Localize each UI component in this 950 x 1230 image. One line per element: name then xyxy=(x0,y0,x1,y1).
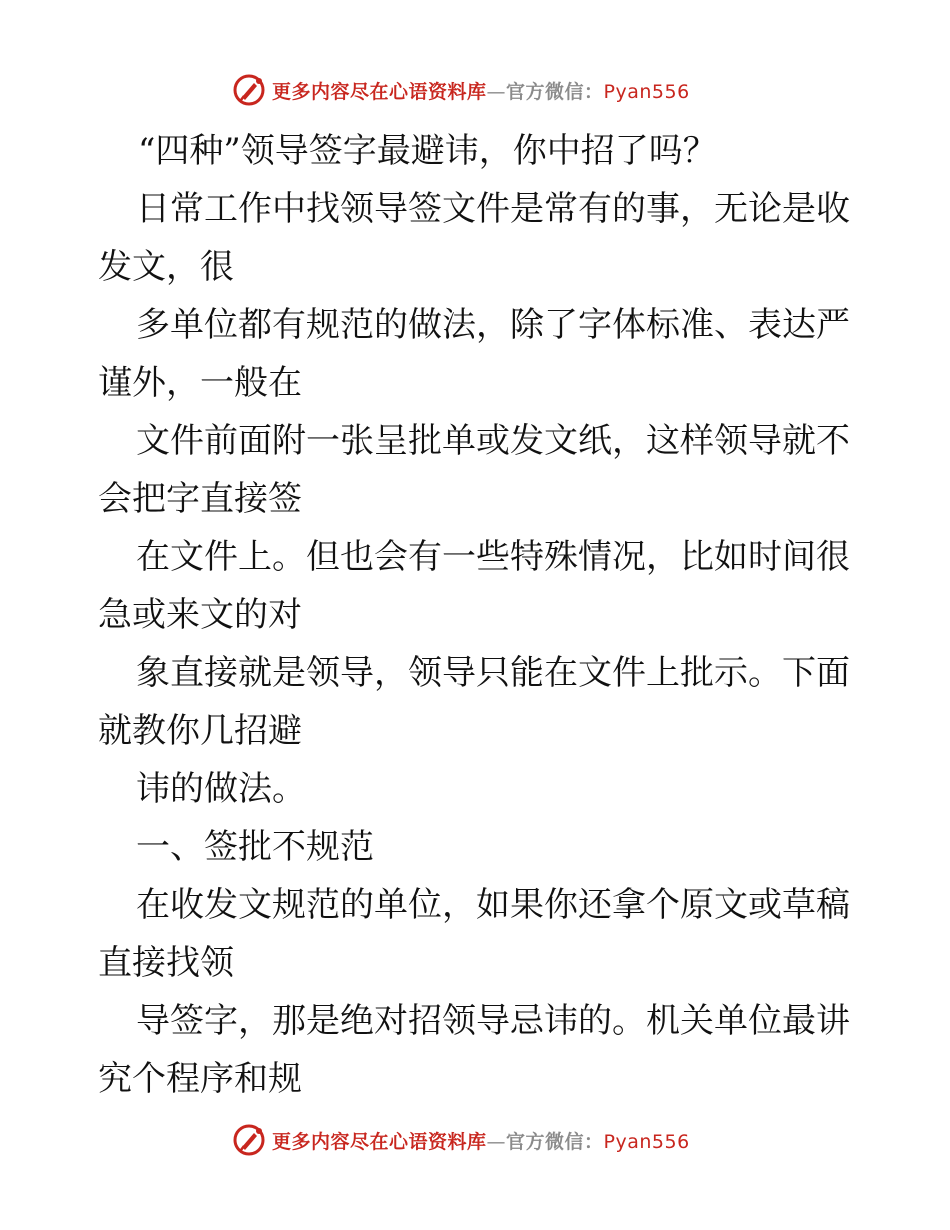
paragraph-line: 急或来文的对 xyxy=(98,595,302,635)
paragraph-line: 讳的做法。 xyxy=(136,769,306,809)
paragraph-line: 在收发文规范的单位，如果你还拿个原文或草稿 xyxy=(136,885,850,925)
paragraph-line: 在文件上。但也会有一些特殊情况，比如时间很 xyxy=(136,537,850,577)
footer-watermark xyxy=(232,1120,690,1160)
section-heading: 一、签批不规范 xyxy=(136,827,374,867)
quill-pen-logo-icon xyxy=(232,1123,266,1157)
watermark-dash: — xyxy=(486,1130,507,1153)
watermark-dash: — xyxy=(486,80,507,103)
paragraph-line: 就教你几招避 xyxy=(98,711,302,751)
paragraph-line: 导签字，那是绝对招领导忌讳的。机关单位最讲 xyxy=(136,1001,850,1041)
paragraph-line: 日常工作中找领导签文件是常有的事，无论是收 xyxy=(136,189,850,229)
paragraph-line: 究个程序和规 xyxy=(98,1059,302,1099)
watermark-official: 官方微信： xyxy=(506,80,604,103)
watermark-official: 官方微信： xyxy=(506,1130,604,1153)
paragraph-line: 谨外，一般在 xyxy=(98,363,302,403)
watermark-id: Pyan556 xyxy=(603,80,690,103)
paragraph-line: 多单位都有规范的做法，除了字体标准、表达严 xyxy=(136,305,850,345)
watermark-brand: 更多内容尽在心语资料库 xyxy=(272,80,487,103)
paragraph-line: 发文，很 xyxy=(98,247,234,287)
header-watermark xyxy=(232,70,690,110)
paragraph-line: 会把字直接签 xyxy=(98,479,302,519)
watermark-brand: 更多内容尽在心语资料库 xyxy=(272,1130,487,1153)
watermark-id: Pyan556 xyxy=(603,1130,690,1153)
quill-pen-logo-icon xyxy=(232,73,266,107)
paragraph-line: 文件前面附一张呈批单或发文纸，这样领导就不 xyxy=(136,421,850,461)
paragraph-line: 直接找领 xyxy=(98,943,234,983)
paragraph-line: 象直接就是领导，领导只能在文件上批示。下面 xyxy=(136,653,850,693)
document-body xyxy=(98,122,858,1108)
document-title: “四种”领导签字最避讳，你中招了吗？ xyxy=(138,131,717,171)
